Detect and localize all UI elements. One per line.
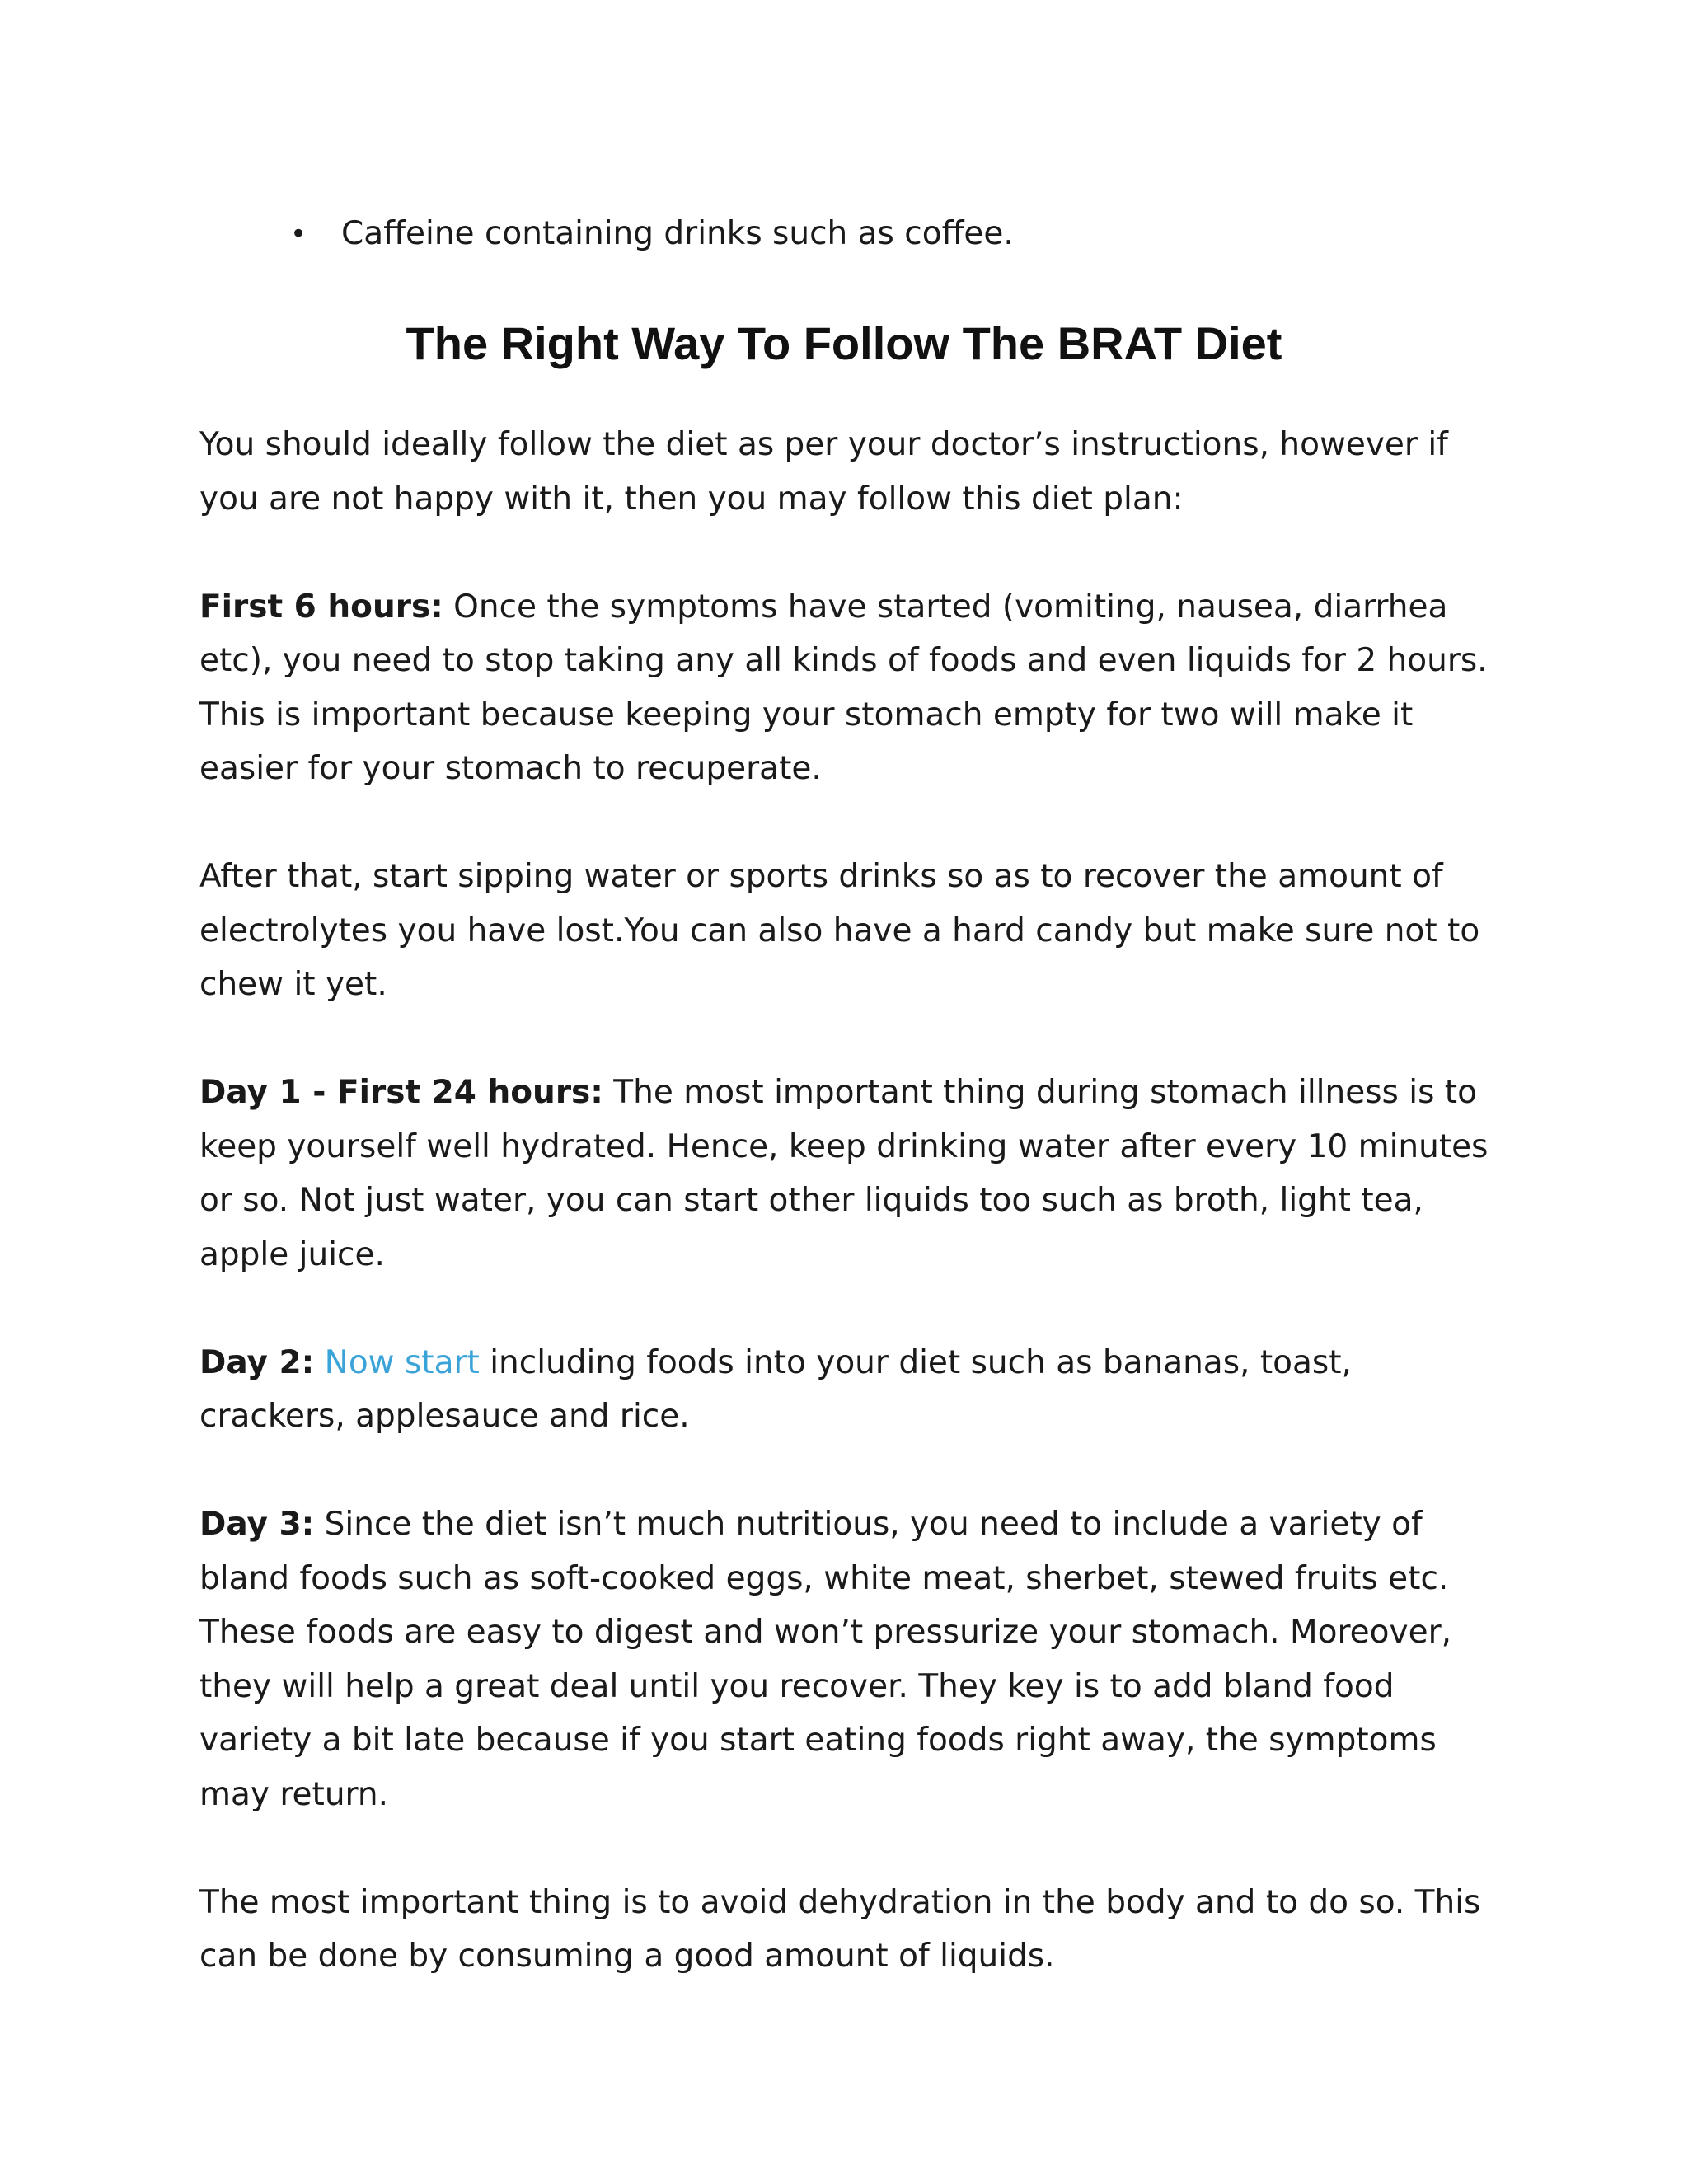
closing-paragraph: The most important thing is to avoid dehydration in the body and to do so. This can be done by consuming a good amount of liquids. [199,1883,1481,1975]
day-3-text: Since the diet isn’t much nutritious, you need to include a variety of bland foods such as soft-cooked eggs, white meat, sherbet, stewed fruits etc. These foods are easy to digest and won’t pressurize your stomach. Moreover, they will help a great deal until you recover. They key is to add bland food variety a bit late because if you start eating foods right away, the symptoms may return. [199,1506,1452,1813]
now-start-link[interactable]: Now start [324,1343,480,1381]
day-3-label: Day 3: [199,1506,315,1543]
intro-paragraph: You should ideally follow the diet as per your doctor’s instructions, however if you are not happy with it, then you may follow this diet plan: [199,426,1448,518]
first-six-hours-label: First 6 hours: [199,588,443,626]
bullet-text: Caffeine containing drinks such as coffee. [341,215,1014,252]
day-1-label: Day 1 - First 24 hours: [199,1074,603,1111]
day-1-paragraph [199,1066,1502,1282]
section-heading: The Right Way To Follow The BRAT Diet [406,317,1282,369]
day-1-text: The most important thing during stomach illness is to keep yourself well hydrated. Hence, keep drinking water after every 10 minutes or so. Not just water, you can start other liquids too such as broth, light tea, apple juice. [199,1074,1489,1273]
day-3-paragraph [199,1497,1502,1821]
bullet-list [290,213,1014,255]
bullet-icon: • [290,218,307,251]
day-2-label: Day 2: [199,1343,315,1381]
day-2-paragraph [199,1336,1502,1444]
after-that-paragraph: After that, start sipping water or sports drinks so as to recover the amount of electrolytes you have lost.You can also have a hard candy but make sure not to chew it yet. [199,858,1480,1003]
first-six-hours-paragraph [199,580,1502,796]
day-2-text: including foods into your diet such as bananas, toast, crackers, applesauce and rice. [199,1343,1352,1435]
article-body [199,418,1502,2037]
list-item [290,213,1014,255]
first-six-hours-text: Once the symptoms have started (vomiting, nausea, diarrhea etc), you need to stop taking any all kinds of foods and even liquids for 2 hours. This is important because keeping your stomach empty for two will make it easier for your stomach to recuperate. [199,588,1488,787]
